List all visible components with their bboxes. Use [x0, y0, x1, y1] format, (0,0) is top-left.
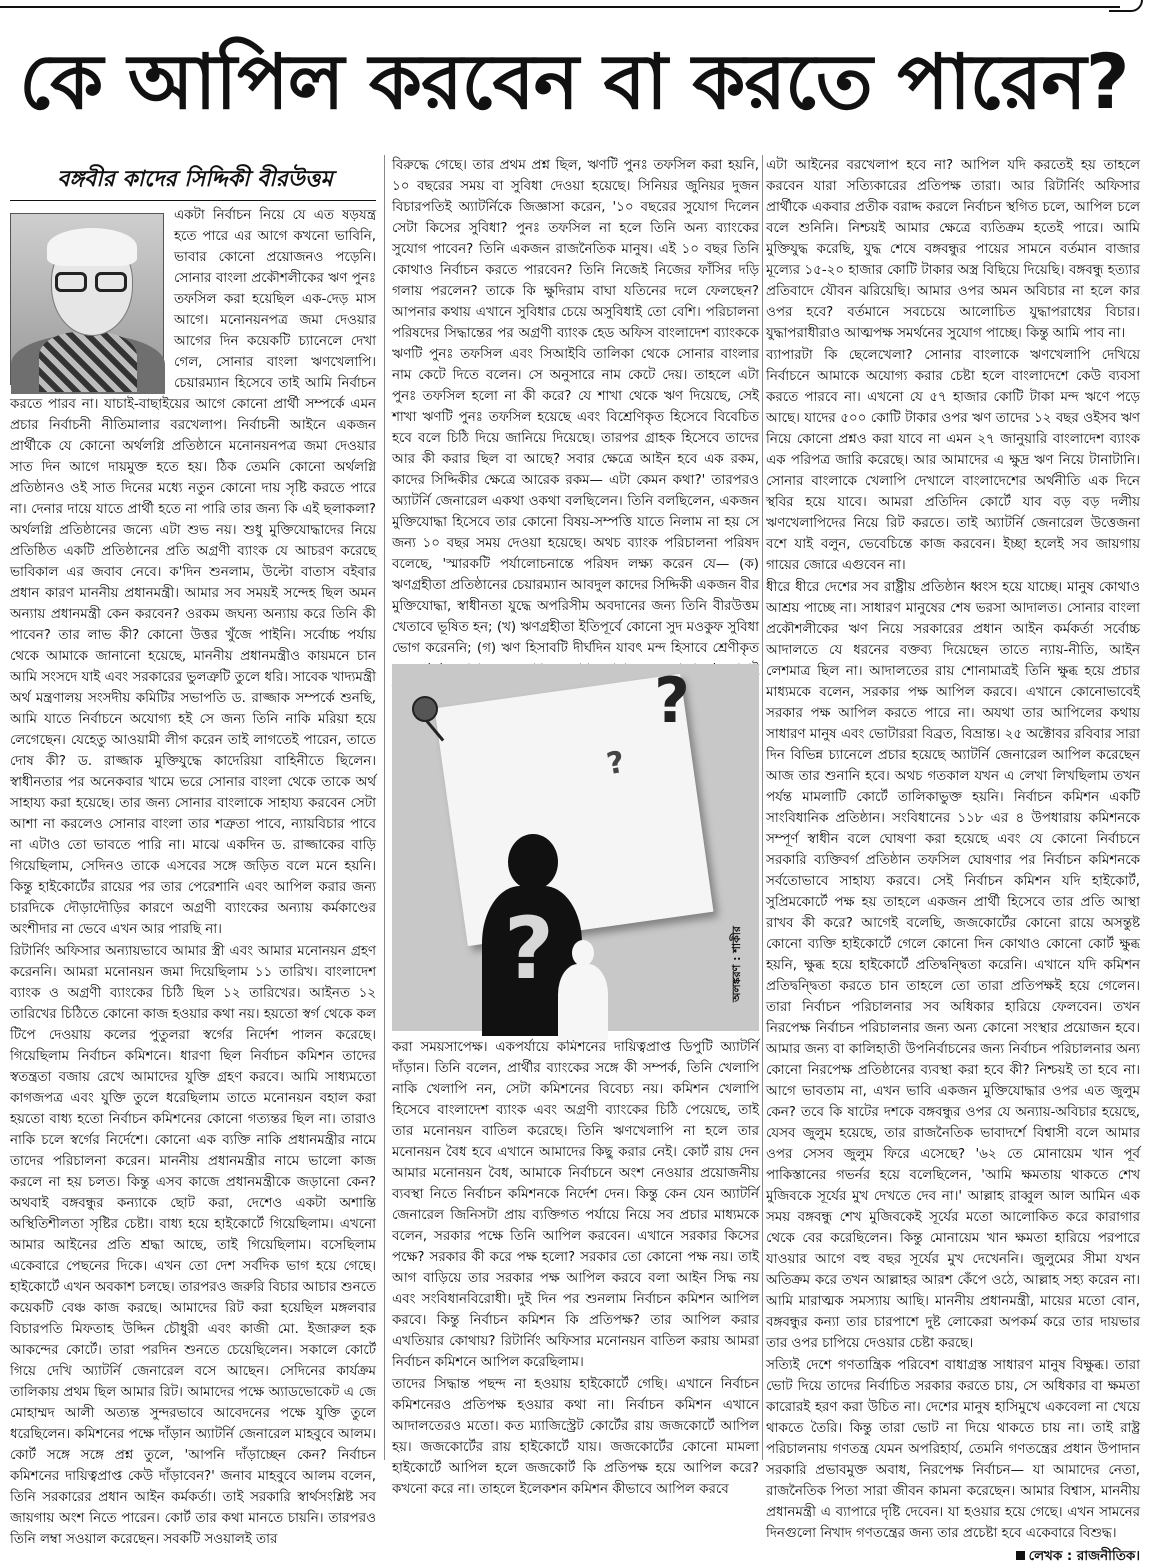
author-footer: [766, 1546, 1140, 1567]
author-byline: বঙ্গবীর কাদের সিদ্দিকী বীরউত্তম: [57, 166, 333, 192]
silhouette-figure-large: ?: [482, 834, 582, 1034]
question-mark-icon-small: ?: [604, 744, 628, 783]
paragraph: করা সময়সাপেক্ষ। একপর্যায়ে কমিশনের দায়িত্বপ্রাপ্ত ডিপুটি অ্যাটর্নি দাঁড়ান। তিনি বলেন, প্রার্থীর ব্যাংকের সঙ্গে কী সম্পর্ক, তিনি খেলাপি নাকি খেলাপি নন, সেটা কমিশনের বিবেচ্য নয়। কমিশন খেলাপি হিসেবে বাংলাদেশ ব্যাংক এবং অগ্রণী ব্যাংকের চিঠি পেয়েছে, তাই তার মনোনয়ন বাতিল করেছে। তিনি ঋণখেলাপি না হলে তার মনোনয়ন বৈধ হবে এখানে আমাদের কিছু করার নেই। কোর্ট রায় দেন আমার মনোনয়ন বৈধ, আমাকে নির্বাচনে অংশ নেওয়ার প্রয়োজনীয় ব্যবস্থা নিতে নির্বাচন কমিশনকে নির্দেশ দেন। কিন্তু কেন যেন অ্যাটর্নি জেনারেল জিনিসটা প্রায় ব্যক্তিগত পর্যায়ে নিয়ে সব প্রচার মাধ্যমকে বলেন, সরকার পক্ষে তিনি আপিল করবেন। এখানে সরকার কিসের পক্ষে? সরকার কী করে পক্ষ হলো? সরকার তো কোনো পক্ষ নয়। তাই আগ বাড়িয়ে তার সরকার পক্ষ আপিল করবে বলা আইন সিদ্ধ নয় এবং সংবিধানবিরোধী। দুই দিন পর শুনলাম নির্বাচন কমিশন আপিল করবে। কিন্তু নির্বাচন কমিশন কি প্রতিপক্ষ? তার আপিল করার এখতিয়ার কোথায়? রিটার্নিং অফিসার মনোনয়ন বাতিল করায় আমরা নির্বাচন কমিশনে আপিল করেছিলাম।: [392, 1040, 759, 1370]
paragraph: রিটার্নিং অফিসার অন্যায়ভাবে আমার স্ত্রী এবং আমার মনোনয়ন গ্রহণ করেননি। আমরা মনোনয়ন জমা দিয়েছিলাম ১১ তারিখ। বাংলাদেশ ব্যাংক ও অগ্রণী ব্যাংকের চিঠি ছিল ১২ তারিখের। আইনত ১২ তারিখের চিঠিতে কোনো কাজ হওয়ার কথা নয়। হয়তো স্বর্গ থেকে কল টিপে দেওয়ায় কলের পুতুলরা স্বর্গের নির্দেশ পালন করেছে। গিয়েছিলাম নির্বাচন কমিশনে। ধারণা ছিল নির্বাচন কমিশন তাদের স্বতন্ত্রতা বজায় রেখে আমাদের যুক্তি গ্রহণ করবে। আমি সাধ্যমতো কাগজপত্র এবং যুক্তি তুলে ধরেছিলাম তাতে মনোনয়ন বহাল করা হয়তো বাধ্য হতো নির্বাচন কমিশনের কোনো গত্যন্তর ছিল না। তারাও নাকি চলে স্বর্গের নির্দেশে। কোনো এক ব্যক্তি নাকি প্রধানমন্ত্রীর নামে তাদের পরিচালনা করেন। মাননীয় প্রধানমন্ত্রীর নামে ভালো কাজ করলে না হয় চলত। কিন্তু এসব কাজে প্রধানমন্ত্রীকে জড়ানো কেন? অথবাই বঙ্গবন্ধুর কন্যাকে ছোট করা, দেশেও একটা অশান্তি অস্থিতিশীলতা সৃষ্টির চেষ্টা। বাধ্য হয়ে হাইকোর্টে গিয়েছিলাম। এখনো আমার আইনের প্রতি শ্রদ্ধা আছে, তাই গিয়েছিলাম। বসেছিলাম একেবারে পেছনের দিকে। এখন তো দেশ সর্বদিক ভাগ হয়ে গেছে। হাইকোর্টে এখন অবকাশ চলছে। তারপরও জরুরি বিচার আচার শুনতে কয়েকটি বেঞ্চ কাজ করছে। আমাদের রিট করা হয়েছিল মঙ্গলবার বিচারপতি মিফতাহ উদ্দিন চৌধুরী এবং কাজী মো. ইজারুল হক আকন্দের কোর্টে। তারা পরদিন শুনতে চেয়েছিলেন। সকালে কোর্টে গিয়ে দেখি অ্যাটর্নি জেনারেল বসে আছেন। সেদিনের কার্যক্রম তালিকায় প্রথম ছিল আমার রিট। আমাদের পক্ষে অ্যাডভোকেট এ জে মোহাম্মদ আলী অত্যন্ত সুন্দরভাবে আবেদনের পক্ষে যুক্তি তুলে ধরেছিলেন। কমিশনের পক্ষে দাঁড়ান অ্যাটর্নি জেনারেল মাহবুবে আলম। কোর্ট সঙ্গে সঙ্গে প্রশ্ন তুলে, 'আপনি দাঁড়াচ্ছেন কেন? নির্বাচন কমিশনের দায়িত্বপ্রাপ্ত কেউ দাঁড়াবেন?' জনাব মাহবুবে আলম বলেন, তিনি সরকারের প্রধান আইন কর্মকর্তা। তাই সরকারি স্বার্থসংশ্লিষ্ট সব জায়গায় অংশ নিতে পারেন। কোর্ট তার কথা মানতে চায়নি। তারপরও তিনি লম্বা সওয়াল করেছেন। সবকটি সওয়ালই তার: [10, 944, 376, 1547]
column-divider-2: [762, 155, 763, 1460]
article-column-1: [10, 205, 376, 1547]
paragraph: একটা নির্বাচন নিয়ে যে এত ষড়যন্ত্র হতে পারে এর আগে কখনো ভাবিনি, ভাবার কোনো প্রয়োজনও পড়েনি। সোনার বাংলা প্রকৌশলীকের ঋণ পুনঃ তফসিল করা হয়েছিল এক-দেড় মাস আগে। মনোনয়নপত্র জমা দেওয়ার আগের দিন কয়েকটি চ্যানেলে দেখা গেল, সোনার বাংলা ঋণখেলাপি। চেয়ারম্যান হিসেবে তাই আমি নির্বাচন করতে পারব না। যাচাই-বাছাইয়ের আগে কোনো প্রার্থী সম্পর্কে এমন প্রচার নির্বাচনী নীতিমালার বরখেলাপ। নির্বাচনী আইনে একজন প্রার্থীকে যে কোনো অর্থলগ্নি প্রতিষ্ঠানে মনোনয়নপত্র জমা দেওয়ার সাত দিন আগে দায়মুক্ত হতে হয়। ঠিক তেমনি কোনো অর্থলগ্নি প্রতিষ্ঠানও ওই সাত দিনের মধ্যে নতুন কোনো দায় সৃষ্টি করতে পারে না। দেনার দায়ে যাতে প্রার্থী হতে না পারি তার জন্য কি এই ছলাকলা? অর্থলগ্নি প্রতিষ্ঠানের জন্যে এটা শুভ নয়। শুধু মুক্তিযোদ্ধাদের নিয়ে প্রতিষ্ঠিত একটি প্রতিষ্ঠানের প্রতি অগ্রণী ব্যাংক যে আচরণ করেছে ভাবিকাল এর জবাব নেবে। ক'দিন শুনলাম, উল্টো বাতাস বইবার প্রধান কারণ মাননীয় প্রধানমন্ত্রী। আমার সব সময়ই সন্দেহ ছিল অমন অন্যায় প্রধানমন্ত্রী কেন করবেন? ওরকম জঘন্য অন্যায় করে তিনি কী পাবেন? তার লাভ কী? কোনো উত্তর খুঁজে পাইনি। সর্বোচ্চ পর্যায় থেকে আমাকে জানানো হয়েছে, মাননীয় প্রধানমন্ত্রীও কায়মনে চান আমি সংসদে যাই এবং সরকারের ভুলত্রুটি তুলে ধরি। সাবেক খাদ্যমন্ত্রী অর্থ মন্ত্রণালয় সংসদীয় কমিটির সভাপতি ড. রাজ্জাক সম্পর্কে শুনছি, আমি যাতে নির্বাচনে অযোগ্য হই সে জন্য তিনি নাকি মরিয়া হয়ে লেগেছেন। যেহেতু আওয়ামী লীগ করেন তাই লাগতেই পারেন, তাতে দোষ কী? ড. রাজ্জাক মুক্তিযুদ্ধে কাদেরিয়া বাহিনীতে ছিলেন। স্বাধীনতার পর অনেকবার খামে ভরে সোনার বাংলা থেকে তাকে অর্থ সাহায্য করা হয়েছে। তার জন্য সোনার বাংলাকে সাহায্য করবেন সেটা আশা না করলেও সোনার বাংলা তার শত্রুতা পাবে, ন্যায়বিচার পাবে না এটাও তো ভাবতে পারি না। মাঝে একদিন ড. রাজ্জাকের বাড়ি গিয়েছিলাম, সেদিনও তাকে এসবের সঙ্গে জড়িত বলে মনে হয়নি। কিন্তু হাইকোর্টের রায়ের পর তার পেরেশানি এবং আপিল করার জন্য চারদিকে দৌড়াদৌড়ির কারণে অগ্রণী ব্যাংকের অন্যায় কর্মকাণ্ডের অংশীদার না ভেবে এখন আর পারছি না।: [10, 208, 376, 937]
silhouette-figure-small: [558, 940, 608, 1040]
footer-value: রাজনীতিক।: [1076, 1549, 1140, 1564]
paragraph: ধীরে ধীরে দেশের সব রাষ্ট্রীয় প্রতিষ্ঠান ধ্বংস হয়ে যাচ্ছে। মানুষ কোথাও আশ্রয় পাচ্ছে না। সাধারণ মানুষের শেষ ভরসা আদালত। সোনার বাংলা প্রকৌশলীকের ঋণ নিয়ে সরকারের প্রধান আইন কর্মকর্তা সর্বোচ্চ আদালতে যে ধরনের বক্তব্য দিয়েছেন তাতে ন্যায়-নীতি, আইন লেশমাত্র ছিল না। আদালতের রায় শোনামাত্রই তিনি ক্ষুব্ধ হয়ে প্রচার মাধ্যমকে বলেন, সরকার পক্ষ আপিল করবে। এখানে কোনোভাবেই সরকার পক্ষ আপিল করতে পারে না। অযথা তার আপিলের কথায় সাধারণ মানুষ এবং ভোটাররা বিব্রত, বিভ্রান্ত। ২৫ অক্টোবর রবিবার সারা দিন বিভিন্ন চ্যানেলে প্রচার হয়েছে অ্যাটর্নি জেনারেল আপিল করেছেন আজ তার শুনানি হবে। অথচ গতকাল যখন এ লেখা লিখছিলাম তখন পর্যন্ত মামলাটি কোর্টে তালিকাভুক্ত হয়নি। নির্বাচন কমিশন একটি সাংবিধানিক প্রতিষ্ঠান। সংবিধানের ১১৮ এর ৪ উপধারায় কমিশনকে সম্পূর্ণ স্বাধীন বলে ঘোষণা করা হয়েছে এবং যে কোনো নির্বাচনে সরকারি ব্যক্তিবর্গ প্রতিষ্ঠান তফসিল ঘোষণার পর নির্বাচন কমিশনকে সর্বতোভাবে সাহায্য করবে। সেই নির্বাচন কমিশন যদি হাইকোর্ট, সুপ্রিমকোর্টে পক্ষ হয় তাহলে একজন প্রার্থী হিসেবে তার প্রতি আস্থা রাখব কী করে? আগেই বলেছি, জজকোর্টের কোনো রায়ে অসন্তুষ্ট কোনো ব্যক্তি হাইকোর্টে গেলে কোনো দিন কোথাও কোনো কোর্ট ক্ষুব্ধ হয়নি, ক্ষুব্ধ হয়ে হাইকোর্টে প্রতিদ্বন্দ্বিতা করেনি। এখানে যদি কমিশন প্রতিদ্বন্দ্বিতা করতে চান তাহলে তো তারা প্রতিপক্ষই হয়ে গেলেন। তারা নির্বাচন পরিচালনার সব অধিকার হারিয়ে ফেলবেন। তখন নিরপেক্ষ নির্বাচন পরিচালনার জন্য অন্য কোনো সংস্থার প্রয়োজন হবে। আমার জন্য বা কালিহাতী উপনির্বাচনের জন্য নির্বাচন পরিচালনার অন্য কোনো নিরপেক্ষ প্রতিষ্ঠানের ব্যবস্থা করা হবে কী? নিশ্চয়ই তা হবে না। আগে ভাবতাম না, এখন ভাবি একজন মুক্তিযোদ্ধার ওপর এত জুলুম কেন? তবে কি ষাটের দশকে বঙ্গবন্ধুর ওপর যে অন্যায়-অবিচার হয়েছে, যেসব জুলুম হয়েছে, তার রাজনৈতিক ভাবাদর্শে বিশ্বাসী বলে আমার ওপর সেসব জুলুম ফিরে এসেছে? '৬২ তে মোনায়েম খান পূর্ব পাকিস্তানের গভর্নর হয়ে বলেছিলেন, 'আমি ক্ষমতায় থাকতে শেখ মুজিবকে সূর্যের মুখ দেখতে দেব না।' আল্লাহ রাব্বুল আল আমিন এক সময় বঙ্গবন্ধু শেখ মুজিবকেই সূর্যের মতো আলোকিত করে কারাগার থেকে বের করেছিলেন। কিন্তু মোনায়েম খান ক্ষমতা হারিয়ে পরপারে যাওয়ার আগে বহু বছর সূর্যের মুখ দেখেননি। জুলুমের সীমা যখন অতিক্রম করে তখন আল্লাহর আরশ কেঁপে ওঠে, আল্লাহ সহ্য করেন না। আমি মারাত্মক সমস্যায় আছি। মাননীয় প্রধানমন্ত্রী, মায়ের মতো বোন, বঙ্গবন্ধুর কন্যা তার চারপাশে দুষ্ট লোকেরা অপকর্ম করে তার দায়ভার তার ওপর চাপিয়ে দেওয়ার চেষ্টা করছে।: [766, 580, 1140, 1351]
top-border-curl: [1109, 0, 1143, 12]
footer-label: লেখক :: [1028, 1549, 1073, 1564]
paragraph: ব্যাপারটা কি ছেলেখেলা? সোনার বাংলাকে ঋণখেলাপি দেখিয়ে নির্বাচনে আমাকে অযোগ্য করার চেষ্টা হলে বাংলাদেশে কেউ ব্যবসা করতে পারবে না। এখনো যে ৫৭ হাজার কোটি টাকা মন্দ ঋণে পড়ে আছে। যাদের ৫০০ কোটি টাকার ওপর ঋণ তাদের ১২ বছর ওইসব ঋণ নিয়ে কোনো প্রশ্নও করা যাবে না এমন ২৭ জানুয়ারি বাংলাদেশ ব্যাংক এক পরিপত্র জারি করেছে। আর আমাদের এ ক্ষুদ্র ঋণ নিয়ে টানাটানি। সোনার বাংলাকে খেলাপি দেখালে বাংলাদেশের অর্থনীতি এক দিনে স্থবির হয়ে যাবে। আমরা প্রতিদিন কোর্টে যাব বড় বড় দলীয় ঋণখেলাপিদের নিয়ে রিট করতে। তাই অ্যাটর্নি জেনারেল উত্তেজনা বশে যাই বলুন, ভেবেচিন্তে কাজ করবেন। ইচ্ছা হলেই সব জায়গায় গায়ের জোরে এগুবেন না।: [766, 348, 1140, 573]
column-2-bottom: [392, 1037, 759, 1500]
top-border-line: [0, 6, 1120, 8]
article-headline: কে আপিল করবেন বা করতে পারেন?: [19, 37, 1129, 126]
paragraph: বিরুদ্ধে গেছে। তার প্রথম প্রশ্ন ছিল, ঋণটি পুনঃ তফসিল করা হয়নি, ১০ বছরের সময় বা সুবিধা দেওয়া হয়েছে। সিনিয়র জুনিয়র দুজন বিচারপতিই অ্যাটর্নিকে জিজ্ঞাসা করেন, '১০ বছরের সুযোগ দিলেন সেটা কিসের সুবিধা? পুনঃ তফসিল না হলে তিনি অন্য ব্যাংকের সুযোগ পাবেন? তিনি একজন রাজনৈতিক মানুষ। এই ১০ বছর তিনি কোথাও নির্বাচন করতে পারবেন? তিনি নিজেই নিজের ফাঁসির দড়ি গলায় পরলেন? তাকে কি ক্ষুদিরাম বাঘা যতিনের দলে ফেলছেন? আপনার কথায় এখানে সুবিধার চেয়ে অসুবিধাই তো বেশি। পরিচালনা পরিষদের সিদ্ধান্তের পর অগ্রণী ব্যাংক হেড অফিস বাংলাদেশ ব্যাংককে ঋণটি পুনঃ তফসিল এবং সিআইবি তালিকা থেকে সোনার বাংলার নাম কেটে দিতে বলেন। সে অনুসারে নাম কেটে দেয়। তাহলে এটা পুনঃ তফসিল হলো না কী করে? যে শাখা থেকে ঋণ দিয়েছে, সেই শাখা ঋণটি পুনঃ তফসিল হয়েছে এবং বিশ্রেণিকৃত হিসেবে বিবেচিত হবে বলে চিঠি দিয়ে জানিয়ে দিয়েছে। তারপর গ্রাহক হিসেবে তাদের আর কী করার ছিল বা আছে? সবার ক্ষেত্রে আইন হবে এক রকম, কাদের সিদ্দিকীর ক্ষেত্রে আরেক রকম— এটা কেমন কথা?' তারপরও অ্যাটর্নি জেনারেল একথা ওকথা বলছিলেন। তিনি বলছিলেন, একজন মুক্তিযোদ্ধা হিসেবে তার কোনো বিষয়-সম্পত্তি যাতে নিলাম না হয় সে জন্য ১০ বছর সময় দেওয়া হয়েছে। অথচ ব্যাংক পরিচালনা পরিষদ বলেছে, 'স্মারকটি পর্যালোচনান্তে পরিষদ লক্ষ্য করেন যে— (ক) ঋণগ্রহীতা প্রতিষ্ঠানের চেয়ারম্যান আবদুল কাদের সিদ্দিকী একজন বীর মুক্তিযোদ্ধা, স্বাধীনতা যুদ্ধে অপরিসীম অবদানের জন্য তিনি বীরউত্তম খেতাবে ভূষিত হন; (খ) ঋণগ্রহীতা ইতিপূর্বে কোনো সুদ মওকুফ সুবিধা ভোগ করেননি; (গ) ঋণ হিসাবটি দীর্ঘদিন যাবৎ মন্দ হিসাবে শ্রেণীকৃত: [392, 158, 759, 656]
paragraph: এটা আইনের বরখেলাপ হবে না? আপিল যদি করতেই হয় তাহলে করবেন যারা সত্যিকারের প্রতিপক্ষ তারা। আর রিটার্নিং অফিসার প্রার্থীকে একবার প্রতীক বরাদ্দ করলে নির্বাচন স্থগিত চলে, আপিল চলে বলে শুনিনি। নিশ্চয়ই আমার ক্ষেত্রে ব্যতিক্রম হতেই পারে। আমি মুক্তিযুদ্ধ করেছি, যুদ্ধ শেষে বঙ্গবন্ধুর পায়ের সামনে বর্তমান বাজার মূল্যের ১৫-২০ হাজার কোটি টাকার অস্ত্র বিছিয়ে দিয়েছি। বঙ্গবন্ধু হত্যার প্রতিবাদে যৌবন ঝরিয়েছি। আমার ওপর অমন অবিচার না হলে কার ওপর হবে? বর্তমানে সবচেয়ে আলোচিত যুদ্ধাপরাধের বিচার। যুদ্ধাপরাধীরাও আত্মপক্ষ সমর্থনের সুযোগ পাচ্ছে। কিন্তু আমি পাব না।: [766, 158, 1140, 341]
square-bullet-icon: [1016, 1551, 1025, 1560]
paragraph: তাদের সিদ্ধান্ত পছন্দ না হওয়ায় হাইকোর্টে গেছি। এখানে নির্বাচন কমিশনেরও প্রতিপক্ষ হওয়ার কথা না। নির্বাচন কমিশন এখানে আদালতেরও মতো। কত ম্যাজিস্ট্রেট কোর্টের রায় জজকোর্টে আপিল হয়। জজকোর্টের রায় হাইকোর্টে যায়। জজকোর্টের কোনো মামলা হাইকোর্টে আপিল হলে জজকোর্ট কি প্রতিপক্ষ হয়ে আপিল করে? কখনো করে না। তাহলে ইলেকশন কমিশন কীভাবে আপিল করবে: [392, 1377, 759, 1497]
push-pin-icon: [406, 688, 446, 738]
byline-divider: [10, 200, 376, 201]
author-photo: [10, 213, 164, 385]
top-border: [0, 0, 1149, 12]
article-illustration: [392, 664, 759, 1031]
illustration-credit: অলঙ্করণ : শাকীর: [730, 926, 743, 1002]
question-mark-icon: ?: [654, 664, 690, 737]
column-2-top: [392, 155, 759, 660]
article-column-3: [766, 155, 1140, 1564]
paragraph: সত্যিই দেশে গণতান্ত্রিক পরিবেশ বাধাগ্রস্ত সাধারণ মানুষ বিক্ষুব্ধ। তারা ভোট দিয়ে তাদের নির্বাচিত সরকার করতে চায়, সে অধিকার বা ক্ষমতা কারোরই হরণ করা উচিত না। দেশের মানুষ হাসিমুখে একবেলা না খেয়ে থাকতে তৈরি। কিন্তু তারা ভোট না দিয়ে থাকতে চায় না। তাই রাষ্ট্র পরিচালনায় গণতন্ত্র যেমন অপরিহার্য, তেমনি গণতন্ত্রের প্রধান উপাদান সরকারি প্রভাবমুক্ত অবাধ, নিরপেক্ষ নির্বাচন— যা আমাদের নেতা, রাজনৈতিক পিতা সারা জীবন কামনা করেছেন। আমার বিশ্বাস, মাননীয় প্রধানমন্ত্রী এ ব্যাপারে দৃষ্টি দেবেন। যা হওয়ার হয়ে গেছে। এখন সামনের দিনগুলো নিখাদ গণতন্ত্রের জন্য তার প্রচেষ্টা হবে একেবারে বিশুদ্ধ।: [766, 1358, 1140, 1541]
column-divider-1: [384, 155, 385, 1460]
